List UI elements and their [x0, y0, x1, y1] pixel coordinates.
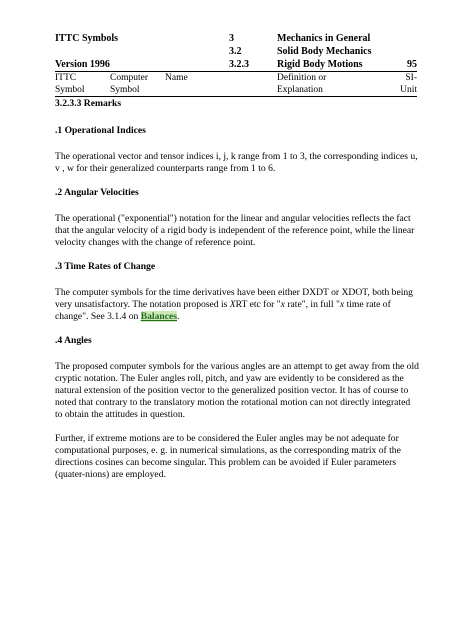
section-number-1: 3 — [229, 33, 234, 44]
heading-angular-velocities: .2 Angular Velocities — [55, 187, 139, 198]
paragraph-time-rates — [55, 287, 419, 323]
remarks-content — [55, 98, 419, 481]
section-title: 3.2.3.3 Remarks — [55, 98, 122, 109]
section-name-3: Rigid Body Motions — [277, 59, 363, 70]
col-name: Name — [165, 73, 188, 83]
document-title: ITTC Symbols — [55, 33, 119, 44]
section-number-2: 3.2 — [229, 46, 242, 57]
heading-time-rates: .3 Time Rates of Change — [55, 261, 156, 272]
time-rates-text-1: The computer symbols for the time derivatives have been either DXDT or XDOT, both being very unsatisfactory. The notation proposed is — [55, 287, 413, 310]
time-rates-italic-1: X — [229, 299, 236, 310]
heading-operational-indices: .1 Operational Indices — [55, 125, 146, 136]
heading-angles: .4 Angles — [55, 335, 92, 346]
balances-link[interactable]: Balances — [140, 311, 177, 322]
section-number-3: 3.2.3 — [229, 59, 249, 70]
time-rates-text-3: rate", in full " — [284, 299, 340, 310]
time-rates-italic-2: x — [280, 299, 285, 310]
col-si-line1: SI- — [405, 73, 417, 83]
section-name-2: Solid Body Mechanics — [277, 46, 372, 57]
col-computer-line2: Symbol — [110, 85, 140, 95]
time-rates-text-4: time rate of change". See 3.1.4 on — [55, 299, 391, 322]
col-si-line2: Unit — [400, 85, 417, 95]
version-label: Version 1996 — [55, 59, 110, 70]
col-ittc-line2: Symbol — [55, 85, 85, 95]
paragraph-angles-1: The proposed computer symbols for the various angles are an attempt to get away from the old cryptic notation. The Euler angles roll, pitch, and yaw are evidently to be considered as the natural extension of the position vector to the generalized position vector. It has of course to noted that contrary to the translatory motion the rotational motion can not directly integrated to obtain the attitudes in question. — [55, 361, 419, 420]
page-number: 95 — [407, 59, 417, 70]
paragraph-angles-2: Further, if extreme motions are to be considered the Euler angles may be not adequate for computational purposes, e. g. in numerical simulations, as the corresponding matrix of the directions cosines can become singular. This problem can be avoided if Euler parameters (quater-nions) are employed. — [55, 433, 401, 480]
time-rates-italic-3: x — [339, 299, 345, 310]
column-rule — [55, 96, 417, 97]
time-rates-text-5: . — [176, 311, 180, 322]
paragraph-operational-indices: The operational vector and tensor indices i, j, k range from 1 to 3, the corresponding indices u, v , w for their generalized counterparts range from 1 to 6. — [55, 151, 418, 174]
col-ittc-line1: ITTC — [55, 73, 77, 83]
col-definition-line1: Definition or — [277, 73, 327, 83]
section-name-1: Mechanics in General — [277, 33, 371, 44]
time-rates-text-2: RT etc for " — [235, 299, 281, 310]
col-computer-line1: Computer — [110, 73, 148, 83]
paragraph-angular-velocities: The operational ("exponential") notation for the linear and angular velocities reflects the fact that the angular velocity of a rigid body is independent of the reference point, while the linear velocity changes with the change of reference point. — [55, 213, 415, 248]
col-definition-line2: Explanation — [277, 85, 323, 95]
